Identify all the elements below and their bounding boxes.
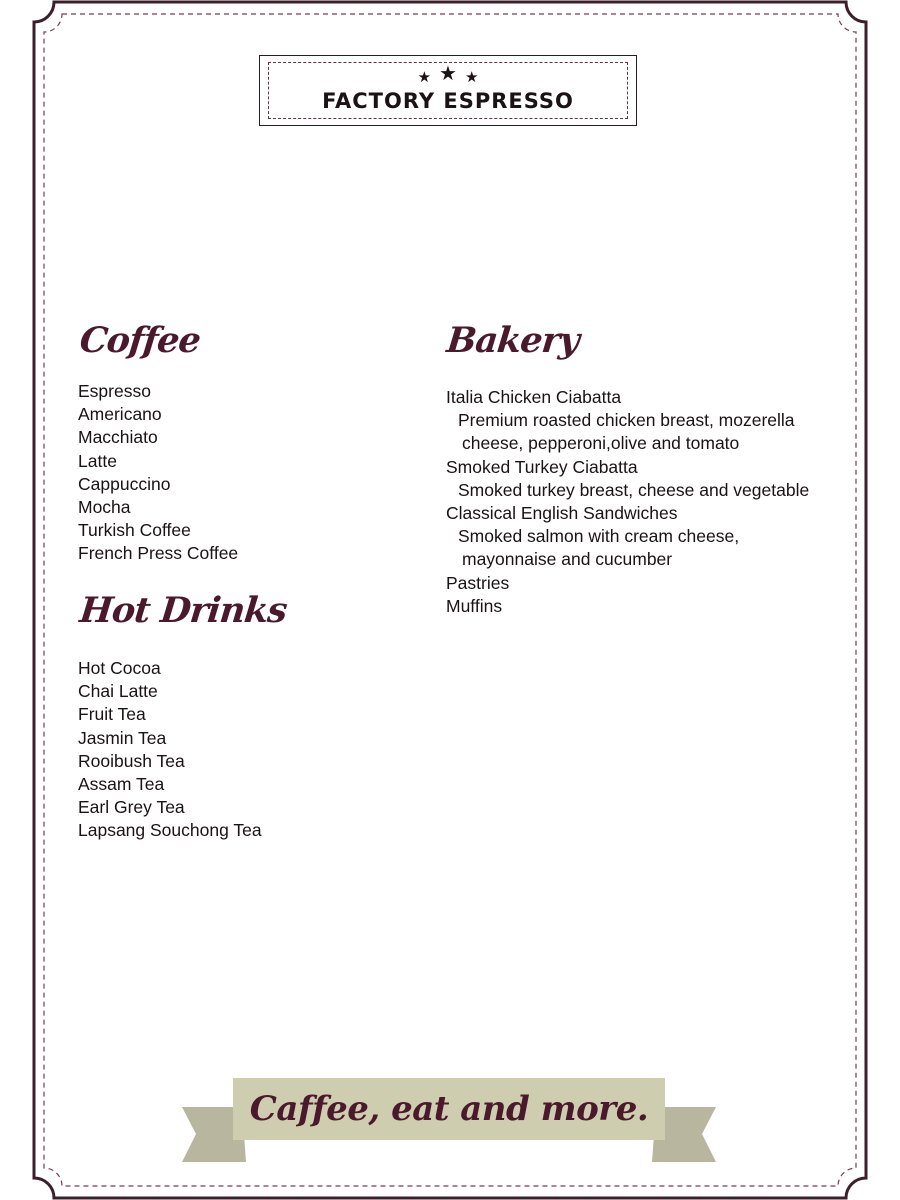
hot-drinks-list	[78, 657, 262, 843]
menu-item: Americano	[78, 404, 162, 425]
bakery-heading: Bakery	[444, 320, 581, 361]
footer-slogan: Caffee, eat and more.	[249, 1089, 649, 1129]
menu-item: Classical English Sandwiches	[446, 502, 678, 523]
menu-item: Muffins	[446, 595, 503, 616]
menu-item: Smoked Turkey Ciabatta	[446, 456, 638, 477]
menu-item: Mocha	[78, 496, 131, 517]
menu-item: Fruit Tea	[78, 704, 146, 725]
menu-item: Lapsang Souchong Tea	[78, 820, 262, 841]
menu-item: Latte	[78, 450, 117, 471]
menu-item: Macchiato	[78, 427, 158, 448]
menu-item: Cappuccino	[78, 473, 171, 494]
menu-item: Espresso	[78, 381, 151, 401]
menu-item: Hot Cocoa	[78, 658, 161, 678]
menu-item: Rooibush Tea	[78, 750, 185, 771]
menu-item: Earl Grey Tea	[78, 797, 185, 818]
menu-item-description: Smoked salmon with cream cheese,	[458, 526, 740, 547]
menu-item: Chai Latte	[78, 681, 158, 702]
menu-item: Assam Tea	[78, 773, 165, 794]
menu-item: Turkish Coffee	[78, 520, 191, 541]
star-icon: ★	[464, 68, 479, 86]
menu-item-description: mayonnaise and cucumber	[462, 549, 673, 570]
logo-inner-border	[268, 62, 628, 119]
star-icon: ★	[417, 68, 432, 86]
menu-item: Pastries	[446, 572, 510, 593]
menu-item: Italia Chicken Ciabatta	[446, 387, 622, 407]
menu-item: Jasmin Tea	[78, 727, 167, 748]
coffee-list	[78, 380, 238, 566]
logo-badge	[259, 55, 637, 126]
menu-item: French Press Coffee	[78, 543, 239, 564]
hot-drinks-heading: Hot Drinks	[77, 590, 289, 631]
bakery-list	[446, 386, 809, 618]
star-icon: ★	[439, 61, 457, 85]
logo-title: FACTORY ESPRESSO	[322, 89, 574, 113]
logo-stars	[269, 61, 627, 87]
menu-item-description: cheese, pepperoni,olive and tomato	[462, 433, 740, 454]
coffee-heading: Coffee	[77, 320, 203, 361]
menu-item-description: Premium roasted chicken breast, mozerella	[458, 410, 795, 431]
menu-item-description: Smoked turkey breast, cheese and vegetable	[458, 479, 810, 500]
